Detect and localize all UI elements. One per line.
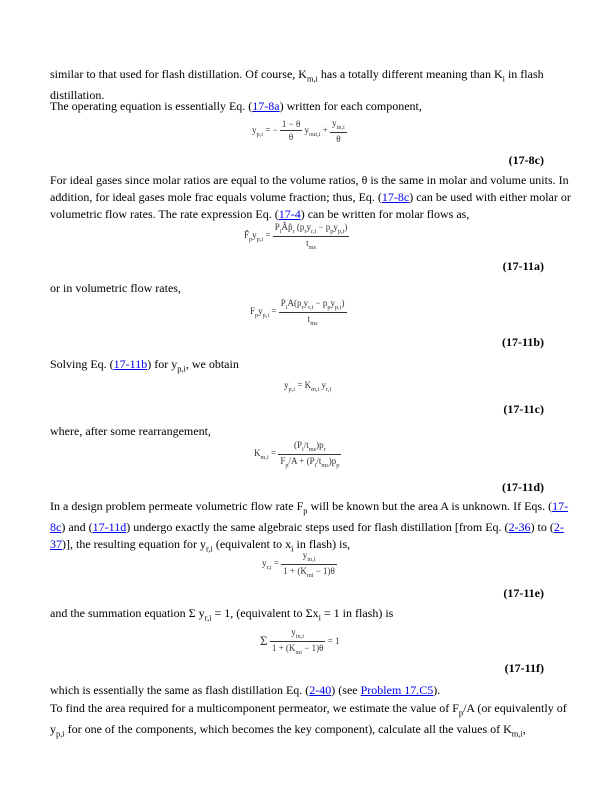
eq-symbol: y xyxy=(333,222,338,232)
text: ) can be written for molar flows as, xyxy=(300,207,470,221)
paragraph-8 xyxy=(50,605,574,626)
eq-subscript: i xyxy=(279,227,282,235)
eq-subscript: r,i xyxy=(310,227,317,235)
eq-operator: = xyxy=(265,124,271,135)
equation-number: (17-11a) xyxy=(502,259,544,273)
eq-symbol: t xyxy=(307,313,311,324)
eq-symbol: F̂ xyxy=(244,229,250,240)
paragraph-5 xyxy=(50,356,574,377)
equation-number: (17-11e) xyxy=(503,586,544,600)
equation-link[interactable]: 17-11d xyxy=(92,520,127,535)
eq-subscript: ms xyxy=(321,461,329,469)
eq-symbol: y xyxy=(303,298,309,308)
text: , we obtain xyxy=(185,357,239,371)
eq-subscript: m,i xyxy=(260,453,269,461)
eq-subscript: in,i xyxy=(307,555,316,563)
problem-link[interactable]: Problem 17.C5 xyxy=(360,683,434,697)
equation-17-11f xyxy=(260,627,340,656)
eq-numerator: 1 − θ xyxy=(281,119,301,130)
eq-subscript: out,i xyxy=(309,130,321,138)
text: ) for y xyxy=(147,357,178,371)
eq-subscript: p,i xyxy=(256,130,263,138)
eq-subscript: p,i xyxy=(262,311,270,319)
eq-symbol: y xyxy=(306,222,311,232)
equation-number: (17-11d) xyxy=(502,480,544,494)
eq-symbol: )p xyxy=(316,440,324,450)
eq-symbol: − p xyxy=(318,222,331,232)
paragraph-7 xyxy=(50,498,574,558)
eq-operator: = xyxy=(270,447,277,458)
eq-symbol: y xyxy=(330,298,336,308)
eq-symbol: y xyxy=(252,124,257,135)
text: The operating equation is essentially Eq. ( xyxy=(50,99,253,113)
subscript: r,i xyxy=(204,613,212,623)
eq-operator: = xyxy=(297,380,303,390)
eq-operator: = xyxy=(271,305,277,316)
eq-subscript: r xyxy=(292,227,295,235)
eq-subscript: ms xyxy=(308,445,317,453)
subscript: i xyxy=(318,613,321,623)
equation-link[interactable]: 17-11b xyxy=(113,357,148,371)
eq-symbol: y xyxy=(284,380,289,390)
text: ) can be used with either molar or volumetric flow rates. The rate expression Eq. ( xyxy=(50,190,571,221)
eq-symbol: − 1)θ xyxy=(302,642,324,653)
eq-subscript: p xyxy=(255,311,259,319)
text: in flash) is, xyxy=(293,537,351,552)
eq-symbol: /t xyxy=(316,455,322,466)
eq-subscript: mi xyxy=(295,648,303,656)
eq-symbol: K xyxy=(304,380,312,390)
eq-subscript: p,i xyxy=(335,303,342,311)
eq-symbol: P xyxy=(274,222,280,232)
eq-symbol: y xyxy=(291,627,296,637)
eq-subscript: p,i xyxy=(337,227,345,235)
eq-operator: = xyxy=(273,557,279,568)
eq-symbol: /t xyxy=(303,440,309,450)
text: ) (see xyxy=(331,683,361,697)
text: ) written for each component, xyxy=(279,99,422,113)
subscript: m,i xyxy=(306,74,318,84)
text: = 1 in flash) is xyxy=(320,606,394,620)
eq-symbol: y xyxy=(331,118,337,128)
eq-subscript: p,i xyxy=(288,385,295,393)
eq-subscript: i xyxy=(301,445,304,453)
eq-symbol: (p xyxy=(296,222,305,232)
text: For ideal gases since molar ratios are equal to the volume ratios, θ is the same in molar and volume units. In addition, for ideal gases mole frac equals volume fraction; thus, Eq. ( xyxy=(50,173,569,204)
text: in flash distillation. xyxy=(50,67,544,103)
text: To find the area required for a multicomponent permeator, we estimate the value of F xyxy=(50,701,459,715)
eq-symbol: /A + (P xyxy=(288,455,315,466)
equation-17-8c xyxy=(252,118,347,144)
subscript: i xyxy=(291,544,294,554)
text: In a design problem permeate volumetric flow rate F xyxy=(50,499,304,513)
eq-subscript: p,i xyxy=(256,235,264,243)
equation-link[interactable]: 2-40 xyxy=(309,683,332,697)
eq-operator: − xyxy=(272,124,278,135)
eq-symbol: y xyxy=(321,380,327,390)
eq-subscript: p xyxy=(285,461,289,469)
text: similar to that used for flash distillation. Of course, K xyxy=(50,67,307,81)
equation-link[interactable]: 2-37 xyxy=(50,520,564,552)
equation-number: (17-11b) xyxy=(502,335,544,349)
eq-symbol: Â xyxy=(281,222,288,232)
eq-symbol: p̂ xyxy=(288,222,293,232)
text: for one of the components, which becomes the key component), calculate all the values of K xyxy=(64,722,512,737)
eq-subscript: r xyxy=(304,227,307,235)
eq-subscript: r,i xyxy=(308,303,314,311)
eq-symbol: F xyxy=(250,305,256,316)
sigma-symbol: Σ xyxy=(260,633,268,649)
eq-symbol: 1 + (K xyxy=(283,565,307,576)
text: ) and ( xyxy=(61,520,93,535)
eq-subscript: in,i xyxy=(336,123,345,131)
eq-subscript: i xyxy=(285,303,288,311)
text: will be known but the area A is unknown. If Eqs. ( xyxy=(307,499,553,513)
text: = 1, (equivalent to Σx xyxy=(211,606,319,620)
eq-symbol: 1 + (K xyxy=(271,642,296,653)
text: Solving Eq. ( xyxy=(50,357,114,371)
subscript: p xyxy=(458,708,464,718)
eq-symbol: F xyxy=(280,455,286,466)
text: and the summation equation Σ y xyxy=(50,606,205,620)
eq-subscript: ms xyxy=(310,319,318,327)
eq-symbol: = 1 xyxy=(327,636,340,647)
equation-link[interactable]: 17-8a xyxy=(252,99,280,113)
equation-17-11d xyxy=(254,440,341,469)
equation-17-11b xyxy=(250,298,347,327)
text: ) undergo exactly the same algebraic steps used for flash distillation [from Eq. ( xyxy=(126,520,509,535)
equation-link[interactable]: 17-8c xyxy=(381,190,410,204)
text: (equivalent to x xyxy=(212,537,292,552)
text: ) to ( xyxy=(530,520,554,535)
eq-operator: = xyxy=(265,229,271,240)
eq-symbol: − p xyxy=(315,298,328,308)
eq-symbol: y xyxy=(304,124,310,135)
eq-symbol: y xyxy=(252,229,257,240)
eq-symbol: )p xyxy=(328,455,337,466)
eq-subscript: p xyxy=(336,461,340,469)
paragraph-9 xyxy=(50,682,574,699)
eq-subscript: m,i xyxy=(311,385,320,393)
equation-number: (17-11c) xyxy=(503,402,544,416)
text: ). xyxy=(433,683,441,697)
text: which is essentially the same as flash distillation Eq. ( xyxy=(50,683,310,697)
eq-symbol: K xyxy=(254,447,261,458)
paragraph-4: or in volumetric flow rates, xyxy=(50,281,181,295)
subscript: m,i xyxy=(511,729,523,739)
eq-subscript: p xyxy=(330,227,334,235)
eq-symbol: y xyxy=(302,550,308,560)
eq-operator: + xyxy=(322,124,328,135)
eq-subscript: ms xyxy=(308,243,316,251)
equation-link[interactable]: 17-8c xyxy=(50,499,569,535)
eq-subscript: r xyxy=(323,445,326,453)
paragraph-2 xyxy=(50,98,574,115)
subscript: p,i xyxy=(177,364,186,374)
eq-subscript: r xyxy=(301,303,304,311)
subscript: p xyxy=(303,506,308,516)
eq-denominator: θ xyxy=(336,133,341,144)
paragraph-10 xyxy=(50,700,574,743)
text: has a totally different meaning than K xyxy=(317,67,503,81)
eq-symbol: ) xyxy=(341,298,345,308)
eq-subscript: r,i xyxy=(266,563,272,571)
equation-17-11a xyxy=(244,222,349,251)
text: /A (or equivalently of y xyxy=(50,701,567,737)
equation-link[interactable]: 17-4 xyxy=(278,207,301,221)
equation-17-11e xyxy=(262,550,337,579)
eq-subscript: p xyxy=(249,235,253,243)
subscript: i xyxy=(502,74,505,84)
eq-subscript: p xyxy=(327,303,331,311)
equation-link[interactable]: 2-36 xyxy=(508,520,531,535)
paragraph-3 xyxy=(50,172,574,223)
text: )], the resulting equation for y xyxy=(62,537,206,552)
eq-symbol: ) xyxy=(344,222,348,232)
eq-denominator: θ xyxy=(288,132,294,143)
eq-symbol: − 1)θ xyxy=(313,565,335,576)
subscript: r,i xyxy=(205,544,213,554)
eq-symbol: t xyxy=(306,237,309,248)
eq-subscript: mi xyxy=(306,571,314,579)
equation-number: (17-11f) xyxy=(504,661,544,675)
eq-subscript: r,i xyxy=(326,385,332,393)
eq-symbol: y xyxy=(262,557,267,568)
subscript: p,i xyxy=(56,729,65,739)
eq-symbol: A(p xyxy=(287,298,302,308)
eq-symbol: P xyxy=(280,298,286,308)
eq-subscript: in,i xyxy=(295,632,304,640)
equation-number: (17-8c) xyxy=(508,153,544,167)
eq-symbol: y xyxy=(258,305,263,316)
equation-17-11c xyxy=(284,380,331,393)
text: , xyxy=(522,722,526,737)
eq-subscript: i xyxy=(314,461,317,469)
eq-symbol: (P xyxy=(293,440,302,450)
paragraph-6: where, after some rearrangement, xyxy=(50,424,211,438)
